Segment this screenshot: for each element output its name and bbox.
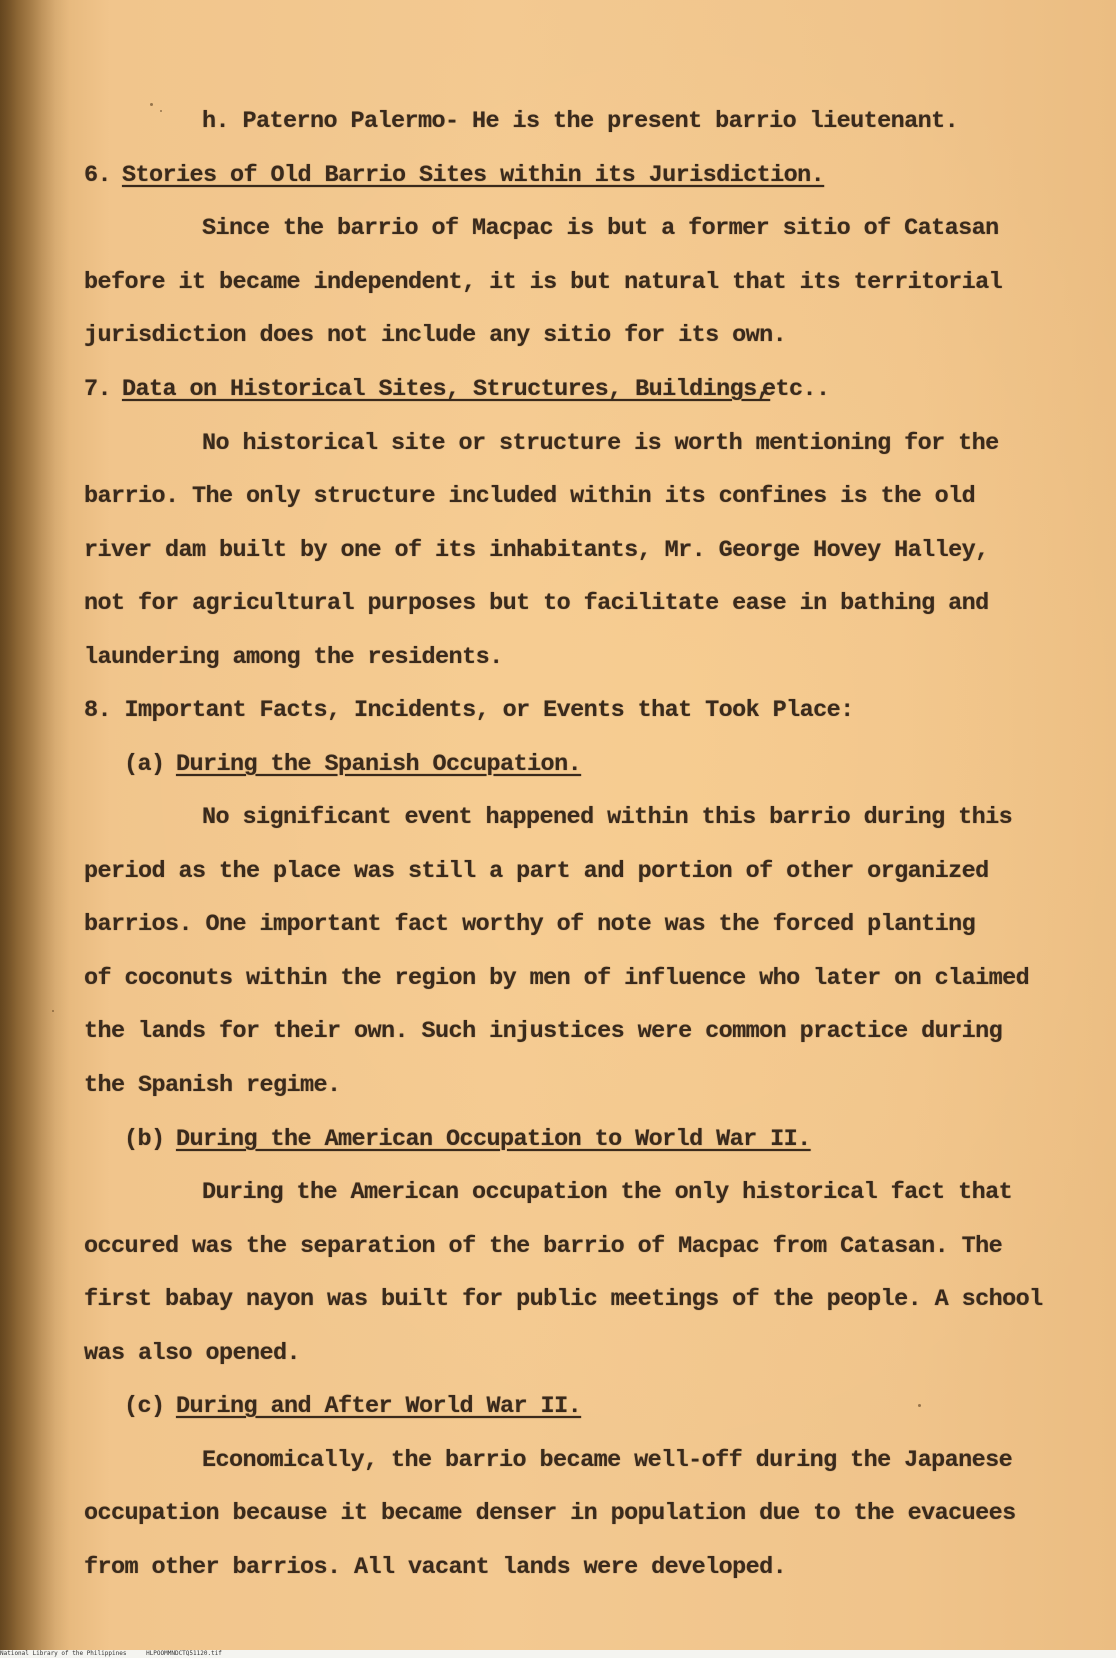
subsection-label: (b) bbox=[124, 1126, 165, 1153]
library-name: National Library of the Philippines bbox=[0, 1650, 127, 1657]
section-heading: Stories of Old Barrio Sites within its Jurisdiction. bbox=[122, 162, 825, 189]
paper-speck bbox=[160, 110, 162, 112]
text-line: the lands for their own. Such injustices were common practice during bbox=[84, 1018, 1003, 1045]
text-line: h. Paterno Palermo- He is the present barrio lieutenant. bbox=[202, 108, 959, 135]
text-line: the Spanish regime. bbox=[84, 1072, 341, 1099]
text-line: barrios. One important fact worthy of note was the forced planting bbox=[84, 911, 976, 938]
subsection-heading: During the Spanish Occupation. bbox=[176, 751, 582, 778]
section-number: 6. bbox=[84, 162, 112, 189]
binding-shadow bbox=[0, 0, 70, 1650]
text-line: No significant event happened within this barrio during this bbox=[202, 804, 1013, 831]
text-line: from other barrios. All vacant lands were developed. bbox=[84, 1554, 787, 1581]
text-line: river dam built by one of its inhabitants, Mr. George Hovey Halley, bbox=[84, 537, 989, 564]
section-heading: Data on Historical Sites, Structures, Buildings, bbox=[122, 376, 771, 403]
scan-footer bbox=[0, 1650, 1116, 1658]
text-line: No historical site or structure is worth mentioning for the bbox=[202, 430, 999, 457]
text-line: jurisdiction does not include any sitio for its own. bbox=[84, 322, 787, 349]
paper-speck bbox=[52, 1010, 54, 1012]
text-line: Economically, the barrio became well-off during the Japanese bbox=[202, 1447, 1013, 1474]
text-line: not for agricultural purposes but to facilitate ease in bathing and bbox=[84, 590, 989, 617]
text-line: period as the place was still a part and portion of other organized bbox=[84, 858, 989, 885]
text-line: During the American occupation the only historical fact that bbox=[202, 1179, 1013, 1206]
section-heading: 8. Important Facts, Incidents, or Events that Took Place: bbox=[84, 697, 854, 724]
text-line: Since the barrio of Macpac is but a former sitio of Catasan bbox=[202, 215, 999, 242]
subsection-label: (c) bbox=[124, 1393, 165, 1420]
subsection-label: (a) bbox=[124, 751, 165, 778]
paper-speck bbox=[150, 103, 153, 106]
text-line: occupation because it became denser in population due to the evacuees bbox=[84, 1500, 1016, 1527]
text-line: was also opened. bbox=[84, 1340, 301, 1367]
file-id: HLPOOMMNDCTQ51120.tif bbox=[146, 1650, 222, 1657]
text-line: barrio. The only structure included within its confines is the old bbox=[84, 483, 976, 510]
text-line: occured was the separation of the barrio of Macpac from Catasan. The bbox=[84, 1233, 1003, 1260]
subsection-heading: During the American Occupation to World War II. bbox=[176, 1126, 811, 1153]
subsection-heading: During and After World War II. bbox=[176, 1393, 582, 1420]
text-line: before it became independent, it is but natural that its territorial bbox=[84, 269, 1003, 296]
text-line: etc.. bbox=[762, 376, 830, 403]
text-line: first babay nayon was built for public meetings of the people. A school bbox=[84, 1286, 1043, 1313]
section-number: 7. bbox=[84, 376, 112, 403]
paper-speck bbox=[918, 1404, 921, 1407]
text-line: laundering among the residents. bbox=[84, 644, 503, 671]
text-line: of coconuts within the region by men of influence who later on claimed bbox=[84, 965, 1030, 992]
